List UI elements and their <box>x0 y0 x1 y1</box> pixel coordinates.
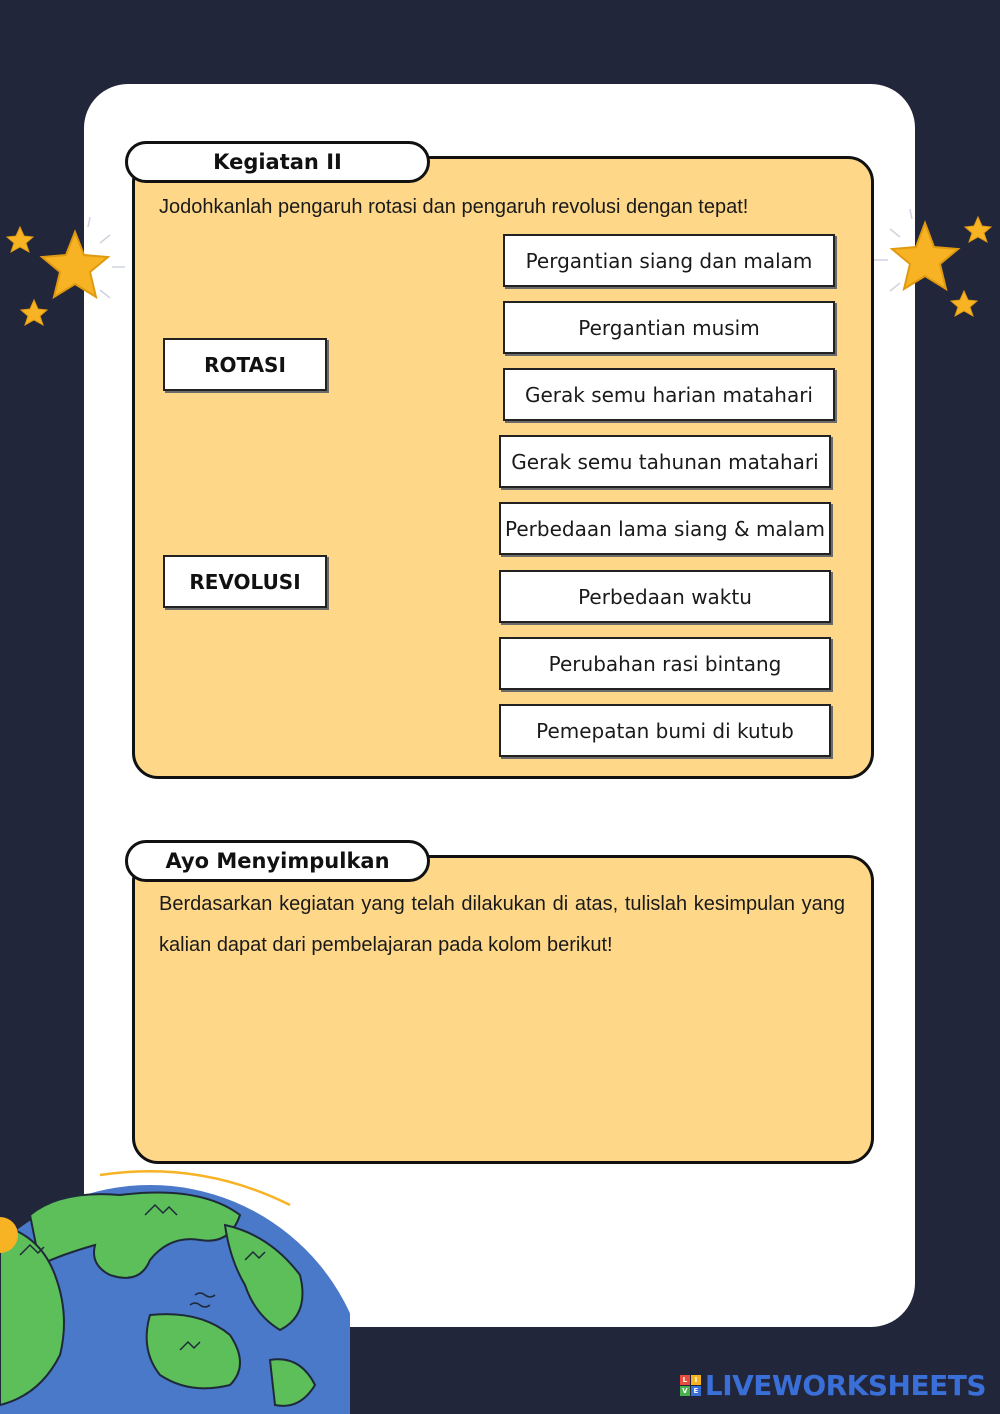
option-pergantian-musim[interactable]: Pergantian musim <box>503 301 835 354</box>
activity-title: Kegiatan II <box>125 141 430 183</box>
earth-illustration <box>0 1165 350 1414</box>
option-perbedaan-waktu[interactable]: Perbedaan waktu <box>499 570 831 623</box>
logo-letter: E <box>691 1386 701 1396</box>
logo-text: LIVEWORKSHEETS <box>704 1369 986 1402</box>
option-gerak-semu-tahunan[interactable]: Gerak semu tahunan matahari <box>499 435 831 488</box>
logo-letter: V <box>680 1386 690 1396</box>
logo-letter: I <box>691 1375 701 1385</box>
logo-grid-icon <box>680 1375 701 1396</box>
logo-letter: L <box>680 1375 690 1385</box>
activity-instruction: Jodohkanlah pengaruh rotasi dan pengaruh revolusi dengan tepat! <box>159 196 749 218</box>
star-icon <box>7 227 33 252</box>
conclusion-instruction: Berdasarkan kegiatan yang telah dilakukan di atas, tulislah kesimpulan yang kalian dapat dari pembelajaran pada kolom berikut! <box>159 893 845 956</box>
star-icon <box>42 232 108 297</box>
category-revolusi[interactable]: REVOLUSI <box>163 555 327 608</box>
conclusion-answer-input[interactable] <box>150 980 859 1149</box>
option-pergantian-siang-malam[interactable]: Pergantian siang dan malam <box>503 234 835 287</box>
star-icon <box>892 223 958 289</box>
conclusion-title: Ayo Menyimpulkan <box>125 840 430 882</box>
option-perubahan-rasi-bintang[interactable]: Perubahan rasi bintang <box>499 637 831 690</box>
option-perbedaan-lama-siang-malam[interactable]: Perbedaan lama siang & malam <box>499 502 831 555</box>
stars-right-decoration <box>870 205 1000 325</box>
star-icon <box>965 217 991 242</box>
liveworksheets-logo <box>680 1369 986 1402</box>
option-gerak-semu-harian[interactable]: Gerak semu harian matahari <box>503 368 835 421</box>
star-icon <box>21 300 47 325</box>
category-rotasi[interactable]: ROTASI <box>163 338 327 391</box>
stars-left-decoration <box>0 205 130 335</box>
option-pemepatan-bumi[interactable]: Pemepatan bumi di kutub <box>499 704 831 757</box>
star-icon <box>951 291 977 316</box>
